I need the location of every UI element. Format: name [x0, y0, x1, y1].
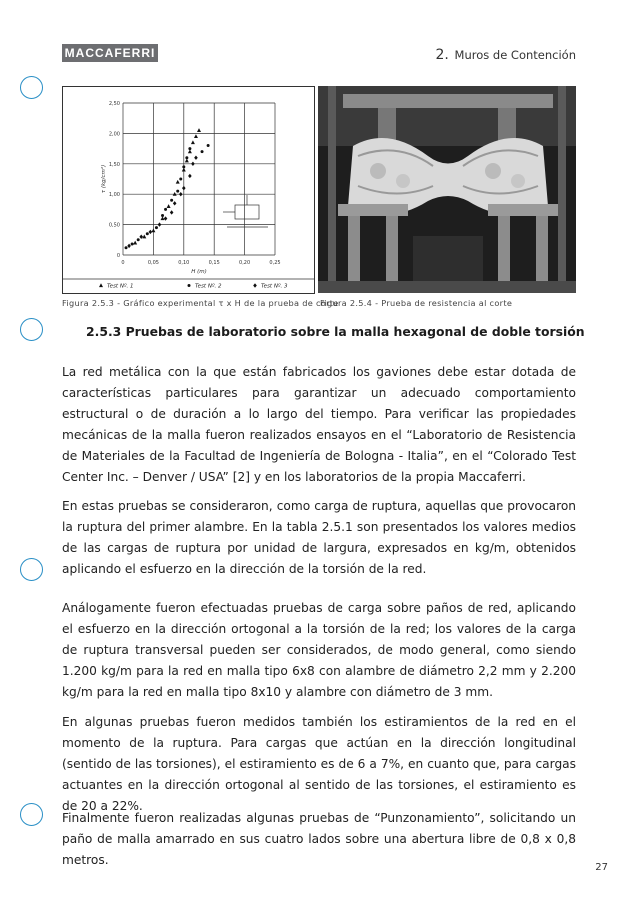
- chart-x-tick-label: 0,05: [147, 260, 159, 266]
- chart-x-tick-label: 0,25: [269, 260, 281, 266]
- chart-point: [146, 232, 149, 235]
- chart-x-axis-label: H (m): [191, 269, 207, 275]
- chart-y-tick-label: 0: [116, 253, 120, 259]
- maccaferri-logo: MACCAFERRI: [62, 44, 158, 62]
- chart-point: [164, 208, 167, 211]
- shear-test-chart: [62, 86, 315, 294]
- binder-hole-icon: [20, 318, 43, 341]
- chart-point: [188, 147, 191, 150]
- chapter-number: 2.: [435, 47, 449, 63]
- chapter-title: Muros de Contención: [454, 48, 576, 62]
- chart-x-tick-label: 0,20: [239, 260, 251, 266]
- chart-point: [170, 210, 174, 214]
- shear-test-photo: [318, 86, 576, 293]
- paragraph: En estas pruebas se consideraron, como carga de ruptura, aquellas que provocaron la ruptura del primer alambre. En la tabla 2.5.1 son presentados los valores medios de las cargas de ruptura por unidad de largura, expresados en kg/m, obtenidos aplicando el esfuerzo en la dirección de la torsión de la red.: [62, 499, 576, 576]
- chart-x-tick-label: 0: [121, 260, 125, 266]
- chapter-header: [436, 47, 576, 63]
- chart-y-tick-label: 0,50: [108, 222, 120, 229]
- chart-point: [182, 165, 185, 168]
- chart-caption: Figura 2.5.3 - Gráfico experimental τ x H de la prueba de corte: [62, 298, 339, 308]
- chart-point: [155, 226, 158, 229]
- chart-y-tick-label: 1,50: [108, 161, 120, 168]
- chart-legend-marker: [253, 283, 257, 287]
- paragraph: Finalmente fueron realizadas algunas pruebas de “Punzonamiento”, solicitando un paño de malla amarrado en sus cuatro lados sobre una abertura libre de 0,8 x 0,8 metros.: [62, 811, 576, 867]
- chart-point: [182, 186, 186, 190]
- chart-legend-label: Test Nº. 3: [261, 283, 288, 290]
- chart-legend-marker: [99, 283, 103, 287]
- chart-point: [167, 204, 171, 208]
- page-number: 27: [595, 862, 608, 873]
- chart-point: [133, 241, 137, 245]
- chart-point: [194, 134, 198, 138]
- binder-hole-icon: [20, 558, 43, 581]
- chart-legend-marker: [188, 284, 191, 287]
- chart-point: [191, 162, 195, 166]
- binder-hole-icon: [20, 803, 43, 826]
- paragraph: Análogamente fueron efectuadas pruebas de carga sobre paños de red, aplicando el esfuerzo en la dirección ortogonal a la torsión de la red; los valores de la carga de ruptura transversal pueden ser considerados, de modo general, como siendo 1.200 kg/m para la red en malla tipo 6x8 con alambre de diámetro 2,2 mm y 2.200 kg/m para la red en malla tipo 8x10 y alambre con diámetro de 3 mm.: [62, 601, 576, 699]
- chart-legend-label: Test Nº. 2: [195, 283, 222, 290]
- photo-caption: Figura 2.5.4 - Prueba de resistencia al corte: [320, 298, 513, 308]
- chart-point: [194, 156, 198, 160]
- chart-point: [188, 174, 192, 178]
- chart-point: [197, 128, 201, 132]
- chart-point: [142, 235, 146, 239]
- chart-point: [179, 192, 183, 196]
- chart-legend-label: Test Nº. 1: [107, 283, 134, 290]
- chart-y-tick-label: 2,00: [108, 131, 120, 138]
- chart-point: [176, 190, 179, 193]
- chart-point: [161, 214, 164, 217]
- paragraph: En algunas pruebas fueron medidos también los estiramientos de la red en el momento de la ruptura. Para cargas que actúan en la dirección longitudinal (sentido de las torsiones), el estiramiento es de 6 a 7%, en cuanto que, para cargas actuantes en la dirección ortogonal al sentido de las torsiones, el estiramiento es de 20 a 22%.: [62, 715, 576, 813]
- chart-point: [179, 178, 182, 181]
- chart-x-tick-label: 0,10: [178, 260, 190, 266]
- chart-point: [158, 222, 162, 226]
- chart-point: [185, 156, 188, 159]
- chart-point: [125, 246, 128, 249]
- chart-point: [201, 150, 204, 153]
- chart-point: [207, 144, 210, 147]
- section-title: 2.5.3 Pruebas de laboratorio sobre la malla hexagonal de doble torsión: [86, 324, 585, 339]
- chart-x-tick-label: 0,15: [208, 260, 220, 266]
- chart-y-tick-label: 2,50: [108, 101, 120, 107]
- chart-canvas: [63, 87, 314, 293]
- chart-point: [127, 244, 131, 248]
- chart-y-axis-label: τ (kg/cm²): [101, 164, 107, 194]
- apparatus-sketch: [235, 205, 259, 219]
- chart-point: [173, 201, 177, 205]
- paragraph: La red metálica con la que están fabricados los gaviones debe estar dotada de características particulares para garantizar un adecuado comportamiento estructural o de duración a lo largo del tiempo. Para verificar las propiedades mecánicas de la malla fueron realizados ensayos en el “Laboratorio de Resistencia de Materiales de la Facultad de Ingeniería de Bologna - Italia”, en el “Colorado Test Center Inc. – Denver / USA” [2] y en los laboratorios de la propia Maccaferri.: [62, 365, 576, 484]
- chart-point: [176, 180, 180, 184]
- binder-hole-icon: [20, 76, 43, 99]
- chart-point: [170, 199, 173, 202]
- chart-point: [149, 230, 153, 234]
- chart-point: [131, 243, 134, 246]
- chart-y-tick-label: 1,00: [108, 192, 120, 199]
- shear-test-photo-image: [318, 86, 576, 293]
- chart-point: [191, 140, 195, 144]
- chart-point: [137, 238, 140, 241]
